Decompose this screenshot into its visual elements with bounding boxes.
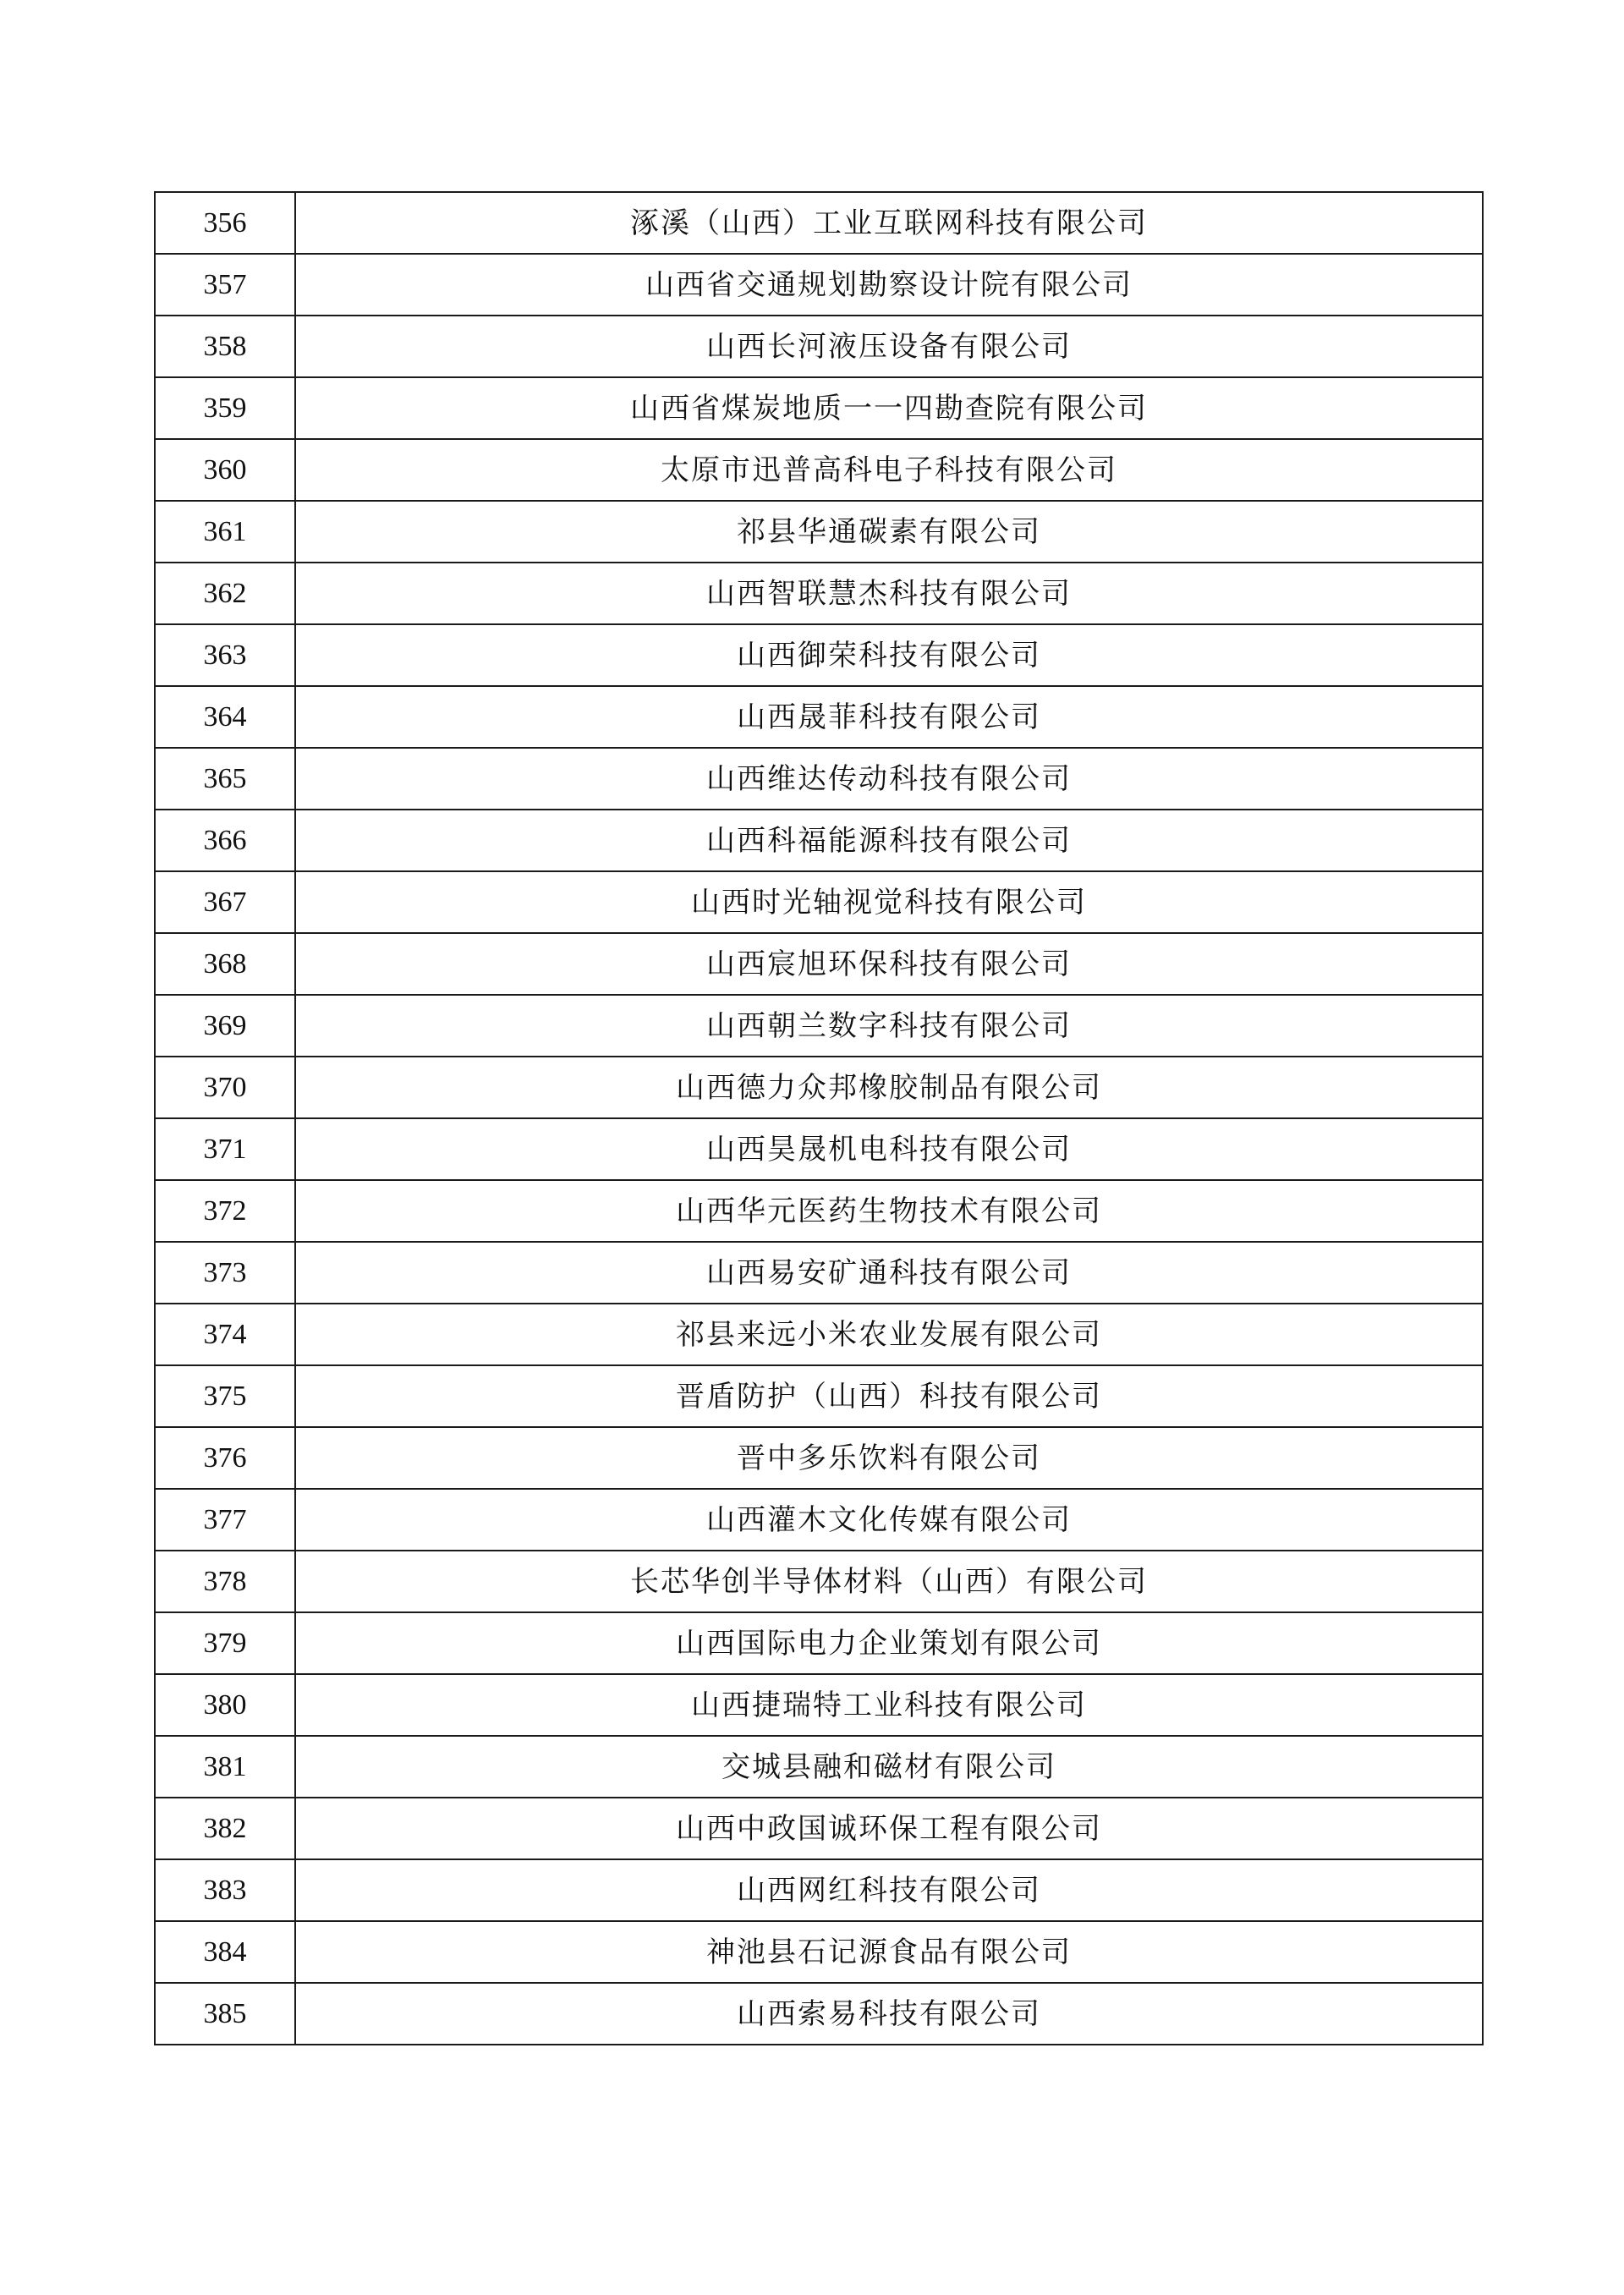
company-name-cell: 山西时光轴视觉科技有限公司	[295, 871, 1483, 933]
company-name-cell: 山西维达传动科技有限公司	[295, 748, 1483, 810]
company-list-table	[154, 191, 1484, 2045]
row-number-cell: 365	[155, 748, 295, 810]
table-row	[155, 192, 1483, 254]
row-number-cell: 382	[155, 1798, 295, 1859]
company-name-cell: 交城县融和磁材有限公司	[295, 1736, 1483, 1798]
company-name-cell: 山西国际电力企业策划有限公司	[295, 1612, 1483, 1674]
table-row	[155, 1304, 1483, 1365]
company-list-body	[155, 192, 1483, 2045]
company-name-cell: 涿溪（山西）工业互联网科技有限公司	[295, 192, 1483, 254]
row-number-cell: 373	[155, 1242, 295, 1304]
table-row	[155, 748, 1483, 810]
row-number-cell: 358	[155, 316, 295, 377]
row-number-cell: 366	[155, 810, 295, 871]
company-name-cell: 太原市迅普高科电子科技有限公司	[295, 439, 1483, 501]
company-name-cell: 山西网红科技有限公司	[295, 1859, 1483, 1921]
company-name-cell: 祁县来远小米农业发展有限公司	[295, 1304, 1483, 1365]
row-number-cell: 369	[155, 995, 295, 1057]
table-row	[155, 995, 1483, 1057]
table-row	[155, 563, 1483, 624]
table-row	[155, 501, 1483, 563]
company-name-cell: 山西长河液压设备有限公司	[295, 316, 1483, 377]
table-row	[155, 1674, 1483, 1736]
table-row	[155, 1736, 1483, 1798]
table-row	[155, 1489, 1483, 1551]
company-name-cell: 山西索易科技有限公司	[295, 1983, 1483, 2045]
row-number-cell: 362	[155, 563, 295, 624]
table-row	[155, 1365, 1483, 1427]
row-number-cell: 368	[155, 933, 295, 995]
table-row	[155, 1551, 1483, 1612]
table-row	[155, 933, 1483, 995]
row-number-cell: 379	[155, 1612, 295, 1674]
table-row	[155, 1921, 1483, 1983]
company-name-cell: 山西晟菲科技有限公司	[295, 686, 1483, 748]
table-row	[155, 1180, 1483, 1242]
row-number-cell: 384	[155, 1921, 295, 1983]
table-row	[155, 1057, 1483, 1118]
row-number-cell: 376	[155, 1427, 295, 1489]
table-row	[155, 316, 1483, 377]
company-name-cell: 山西中政国诚环保工程有限公司	[295, 1798, 1483, 1859]
row-number-cell: 375	[155, 1365, 295, 1427]
table-row	[155, 1427, 1483, 1489]
table-row	[155, 1242, 1483, 1304]
row-number-cell: 381	[155, 1736, 295, 1798]
row-number-cell: 363	[155, 624, 295, 686]
row-number-cell: 383	[155, 1859, 295, 1921]
company-name-cell: 山西昊晟机电科技有限公司	[295, 1118, 1483, 1180]
company-name-cell: 祁县华通碳素有限公司	[295, 501, 1483, 563]
table-row	[155, 624, 1483, 686]
row-number-cell: 359	[155, 377, 295, 439]
company-name-cell: 长芯华创半导体材料（山西）有限公司	[295, 1551, 1483, 1612]
company-name-cell: 山西省交通规划勘察设计院有限公司	[295, 254, 1483, 316]
company-name-cell: 山西御荣科技有限公司	[295, 624, 1483, 686]
table-row	[155, 1798, 1483, 1859]
company-name-cell: 山西省煤炭地质一一四勘查院有限公司	[295, 377, 1483, 439]
company-name-cell: 山西易安矿通科技有限公司	[295, 1242, 1483, 1304]
company-name-cell: 山西捷瑞特工业科技有限公司	[295, 1674, 1483, 1736]
row-number-cell: 377	[155, 1489, 295, 1551]
row-number-cell: 364	[155, 686, 295, 748]
row-number-cell: 367	[155, 871, 295, 933]
row-number-cell: 374	[155, 1304, 295, 1365]
table-row	[155, 1983, 1483, 2045]
table-row	[155, 1859, 1483, 1921]
table-row	[155, 686, 1483, 748]
company-name-cell: 晋中多乐饮料有限公司	[295, 1427, 1483, 1489]
table-row	[155, 871, 1483, 933]
row-number-cell: 380	[155, 1674, 295, 1736]
row-number-cell: 361	[155, 501, 295, 563]
row-number-cell: 370	[155, 1057, 295, 1118]
company-name-cell: 神池县石记源食品有限公司	[295, 1921, 1483, 1983]
row-number-cell: 360	[155, 439, 295, 501]
row-number-cell: 372	[155, 1180, 295, 1242]
company-name-cell: 山西德力众邦橡胶制品有限公司	[295, 1057, 1483, 1118]
table-row	[155, 810, 1483, 871]
row-number-cell: 385	[155, 1983, 295, 2045]
table-row	[155, 1118, 1483, 1180]
row-number-cell: 371	[155, 1118, 295, 1180]
company-name-cell: 晋盾防护（山西）科技有限公司	[295, 1365, 1483, 1427]
row-number-cell: 357	[155, 254, 295, 316]
company-name-cell: 山西华元医药生物技术有限公司	[295, 1180, 1483, 1242]
company-name-cell: 山西宸旭环保科技有限公司	[295, 933, 1483, 995]
company-name-cell: 山西科福能源科技有限公司	[295, 810, 1483, 871]
table-row	[155, 439, 1483, 501]
company-name-cell: 山西灌木文化传媒有限公司	[295, 1489, 1483, 1551]
table-row	[155, 254, 1483, 316]
row-number-cell: 378	[155, 1551, 295, 1612]
company-name-cell: 山西朝兰数字科技有限公司	[295, 995, 1483, 1057]
row-number-cell: 356	[155, 192, 295, 254]
table-row	[155, 1612, 1483, 1674]
table-row	[155, 377, 1483, 439]
company-name-cell: 山西智联慧杰科技有限公司	[295, 563, 1483, 624]
